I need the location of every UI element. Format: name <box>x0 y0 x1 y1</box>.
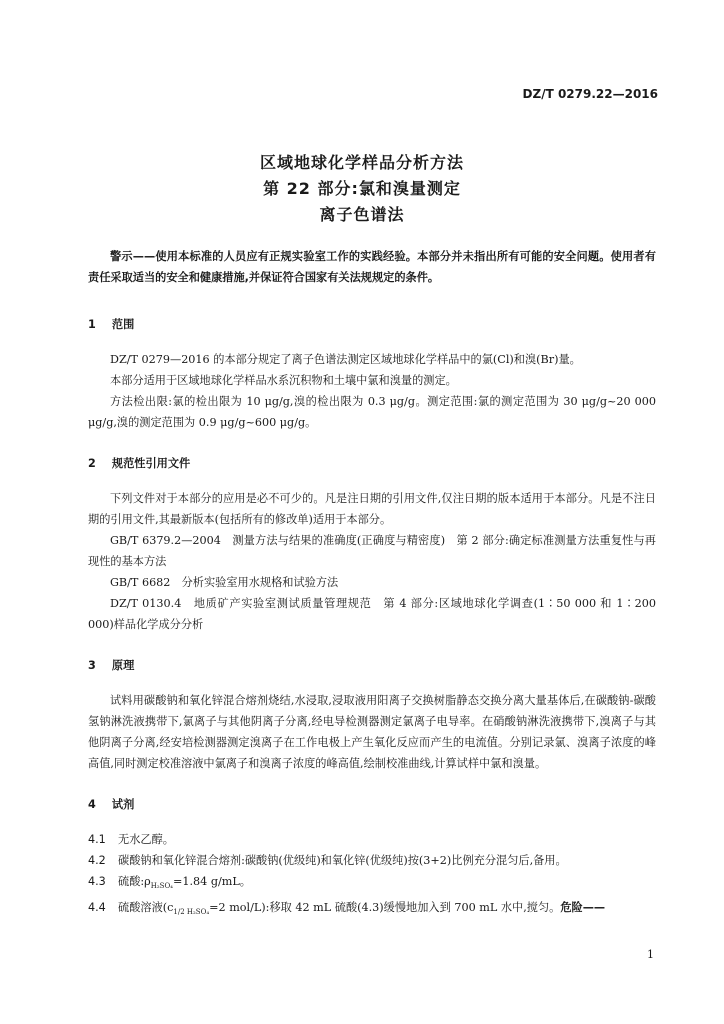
reagent-item <box>88 871 656 897</box>
paragraph: 试料用碳酸钠和氧化锌混合熔剂烧结,水浸取,浸取液用阳离子交换树脂静态交换分离大量基体后,在碳酸钠-碳酸氢钠淋洗液携带下,氯离子与其他阴离子分离,经电导检测器测定氯离子电导率。在硝酸钠淋洗液携带下,溴离子与其他阴离子分离,经安培检测器测定溴离子在工作电极上产生氧化反应而产生的电流值。分别记录氯、溴离子浓度的峰高值,同时测定校准溶液中氯离子和溴离子浓度的峰高值,绘制校准曲线,计算试样中氯和溴量。 <box>88 694 656 770</box>
subscript: H₂SO₄ <box>150 882 173 891</box>
item-text-pre: 硫酸:ρ <box>118 875 151 888</box>
title-line-2: 第 22 部分:氯和溴量测定 <box>263 179 461 198</box>
section-number: 4 <box>88 798 96 811</box>
paragraph: 本部分适用于区域地球化学样品水系沉积物和土壤中氯和溴量的测定。 <box>110 374 457 387</box>
item-number: 4.3 <box>88 875 106 888</box>
item-number: 4.4 <box>88 901 106 915</box>
section-title: 规范性引用文件 <box>111 457 191 470</box>
paragraph: DZ/T 0279—2016 的本部分规定了离子色谱法测定区域地球化学样品中的氯(Cl)和溴(Br)量。 <box>110 353 581 366</box>
reference-item: DZ/T 0130.4 地质矿产实验室测试质量管理规范 第 4 部分:区域地球化学调查(1∶50 000 和 1∶200 000)样品化学成分分析 <box>88 597 656 631</box>
section-title: 范围 <box>111 318 135 331</box>
title-line-1: 区域地球化学样品分析方法 <box>259 153 464 172</box>
paragraph: 方法检出限:氯的检出限为 10 μg/g,溴的检出限为 0.3 μg/g。测定范围:氯的测定范围为 30 μg/g~20 000 μg/g,溴的测定范围为 0.9 μg/g~600 μg/g。 <box>88 395 656 429</box>
section-title: 原理 <box>111 659 135 672</box>
section-3-heading <box>88 655 656 676</box>
title-line-3: 离子色谱法 <box>319 205 405 224</box>
standard-code: DZ/T 0279.22—2016 <box>522 87 658 101</box>
section-4-heading <box>88 794 656 815</box>
paragraph: 下列文件对于本部分的应用是必不可少的。凡是注日期的引用文件,仅注日期的版本适用于本部分。凡是不注日期的引用文件,其最新版本(包括所有的修改单)适用于本部分。 <box>88 492 656 526</box>
reagent-item <box>88 897 656 923</box>
safety-warning: 警示——使用本标准的人员应有正规实验室工作的实践经验。本部分并未指出所有可能的安全问题。使用者有责任采取适当的安全和健康措施,并保证符合国家有关法规规定的条件。 <box>88 250 656 284</box>
subscript: 1/2 H₂SO₄ <box>173 908 210 917</box>
item-text <box>118 897 656 923</box>
section-1-heading <box>88 314 656 335</box>
section-number: 3 <box>88 659 96 672</box>
document-title <box>0 150 724 228</box>
item-text-post: =1.84 g/mL。 <box>173 875 251 888</box>
page-number: 1 <box>647 948 654 961</box>
item-text-post: =2 mol/L):移取 42 mL 硫酸(4.3)缓慢地加入到 700 mL 水中,搅匀。 <box>209 901 561 915</box>
reference-item: GB/T 6682 分析实验室用水规格和试验方法 <box>110 576 339 589</box>
item-text: 无水乙醇。 <box>118 833 174 846</box>
item-number: 4.2 <box>88 854 106 867</box>
item-number: 4.1 <box>88 833 106 846</box>
item-text: 碳酸钠和氧化锌混合熔剂:碳酸钠(优级纯)和氧化锌(优级纯)按(3+2)比例充分混匀后,备用。 <box>118 854 567 867</box>
section-number: 1 <box>88 318 96 331</box>
section-number: 2 <box>88 457 96 470</box>
document-body <box>88 246 656 923</box>
section-2-heading <box>88 453 656 474</box>
reagent-item <box>88 850 656 871</box>
danger-label: 危险—— <box>560 901 606 915</box>
item-text <box>118 871 656 897</box>
reference-item: GB/T 6379.2—2004 测量方法与结果的准确度(正确度与精密度) 第 2 部分:确定标准测量方法重复性与再现性的基本方法 <box>88 534 656 568</box>
section-title: 试剂 <box>111 798 135 811</box>
item-text-pre: 硫酸溶液(c <box>118 901 174 915</box>
reagent-item <box>88 829 656 850</box>
